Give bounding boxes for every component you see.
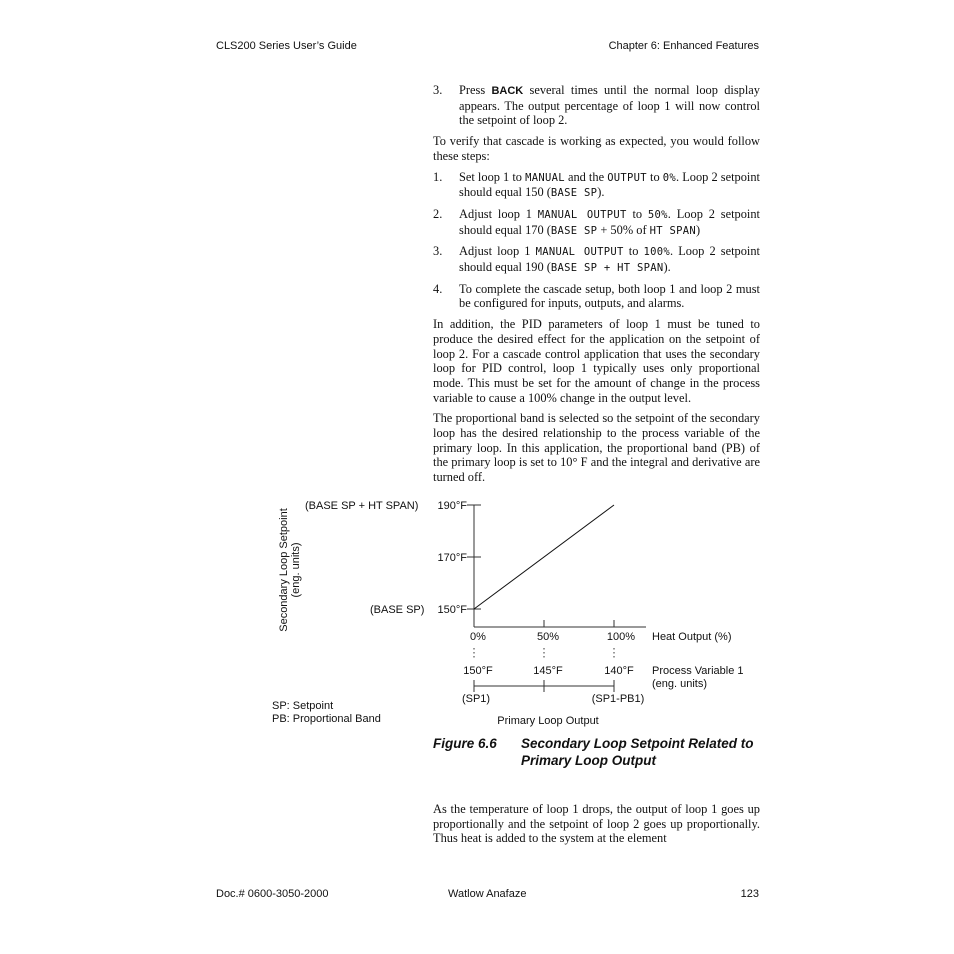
y-tick-name-base-sp: (BASE SP) bbox=[370, 604, 425, 616]
pv-tick-label-150: 150°F bbox=[463, 665, 493, 677]
y-axis-title: Secondary Loop Setpoint bbox=[278, 508, 290, 632]
x-tick-label-50: 50% bbox=[536, 631, 560, 643]
display-code: 100% bbox=[643, 246, 671, 259]
pv-axis-title: Process Variable 1 bbox=[652, 665, 744, 677]
step-number: 4. bbox=[433, 281, 443, 296]
x-axis-title: Heat Output (%) bbox=[652, 631, 732, 643]
step-text-part: . Loop 2 setpoint should equal 190 ( bbox=[459, 244, 760, 275]
paragraph-pid: In addition, the PID parameters of loop 1 must be tuned to produce the desired effect for the application on the setpoint of loop 2. For a cascade control application that uses the secondary loop for PID control, loop 1 typically uses only proportional mode. This must be set for the amount of change in the process variable to cause a 100% change in the output level. bbox=[433, 317, 760, 405]
x-tick-label-100: 100% bbox=[606, 631, 636, 643]
display-code: HT SPAN bbox=[649, 224, 697, 237]
step-text-part: to bbox=[646, 169, 663, 184]
setpoint-series-line bbox=[474, 505, 614, 609]
step-text-part: ) bbox=[696, 222, 701, 237]
text-column-lower bbox=[433, 802, 760, 852]
figure-number: Figure 6.6 bbox=[433, 736, 497, 751]
y-tick-label-190: 190°F bbox=[437, 500, 467, 512]
y-tick-label-150: 150°F bbox=[437, 604, 467, 616]
y-tick-name-base-sp-ht-span: (BASE SP + HT SPAN) bbox=[305, 500, 419, 512]
step-text-part: to bbox=[623, 244, 644, 259]
y-tick-label-170: 170°F bbox=[437, 552, 467, 564]
step-text-part: Press bbox=[459, 83, 492, 97]
figure-title: Secondary Loop Setpoint Related to Primary Loop Output bbox=[521, 736, 754, 768]
pv-tick-label-140: 140°F bbox=[604, 665, 634, 677]
step-text-part: ). bbox=[597, 185, 605, 200]
display-code: BASE SP + HT SPAN bbox=[550, 262, 664, 275]
back-key-label: BACK bbox=[491, 85, 524, 97]
y-axis-units: (eng. units) bbox=[290, 542, 302, 598]
step-text-part: ). bbox=[663, 260, 671, 275]
primary-loop-output-label: Primary Loop Output bbox=[497, 715, 599, 727]
step-text-part: + 50% of bbox=[597, 222, 650, 237]
step-text: To complete the cascade setup, both loop 1 and loop 2 must be configured for inputs, outputs, and alarms. bbox=[459, 281, 760, 311]
pv-axis-units: (eng. units) bbox=[652, 678, 708, 690]
display-code: 50% bbox=[647, 208, 668, 221]
display-code: OUTPUT bbox=[607, 171, 647, 184]
step-text-part: Adjust loop 1 bbox=[459, 244, 536, 259]
display-code: 0% bbox=[662, 171, 677, 184]
verify-intro: To verify that cascade is working as expected, you would follow these steps: bbox=[433, 134, 760, 163]
footer-page-number: 123 bbox=[740, 888, 759, 900]
display-code: MANUAL OUTPUT bbox=[537, 208, 627, 221]
running-header-right: Chapter 6: Enhanced Features bbox=[608, 40, 759, 52]
step-number: 1. bbox=[433, 169, 443, 184]
step-text-part: . Loop 2 setpoint should equal 150 ( bbox=[459, 169, 760, 200]
legend-sp: SP: Setpoint bbox=[272, 700, 334, 712]
step-text-part: Set loop 1 to bbox=[459, 169, 526, 184]
step-text-part: . Loop 2 setpoint should equal 170 ( bbox=[459, 206, 760, 237]
step-text-part: to bbox=[626, 206, 648, 221]
step-text-part: several times until the normal loop display appears. The output percentage of loop 1 will now control the setpoint of loop 2. bbox=[459, 83, 761, 128]
step-text-part: and the bbox=[564, 169, 608, 184]
abbreviation-legend bbox=[272, 700, 381, 726]
step-text-part: Adjust loop 1 bbox=[459, 206, 538, 221]
paragraph-proportional-band: The proportional band is selected so the setpoint of the secondary loop has the desired relationship to the process variable of the primary loop. In this application, the proportional band (PB) of the primary loop is set to 10° F and the integral and derivative are turned off. bbox=[433, 411, 760, 485]
display-code: BASE SP bbox=[550, 224, 598, 237]
display-code: MANUAL OUTPUT bbox=[535, 246, 624, 259]
pv-end-label-sp1: (SP1) bbox=[461, 693, 491, 705]
display-code: MANUAL bbox=[525, 171, 565, 184]
pv-tick-label-145: 145°F bbox=[533, 665, 563, 677]
pv-end-label-sp1-pb1: (SP1-PB1) bbox=[591, 693, 645, 705]
paragraph-final: As the temperature of loop 1 drops, the output of loop 1 goes up proportionally and the setpoint of loop 2 goes up proportionally. Thus heat is added to the system at the element bbox=[433, 802, 760, 846]
footer-publisher: Watlow Anafaze bbox=[448, 888, 527, 900]
step-number: 3. bbox=[433, 244, 443, 259]
display-code: BASE SP bbox=[550, 187, 598, 200]
legend-pb: PB: Proportional Band bbox=[272, 713, 381, 725]
x-tick-label-0: 0% bbox=[470, 631, 486, 643]
step-number: 2. bbox=[433, 206, 443, 221]
step-number: 3. bbox=[433, 83, 443, 97]
footer-doc-number: Doc.# 0600-3050-2000 bbox=[216, 888, 329, 900]
running-header-left: CLS200 Series User’s Guide bbox=[216, 40, 357, 52]
